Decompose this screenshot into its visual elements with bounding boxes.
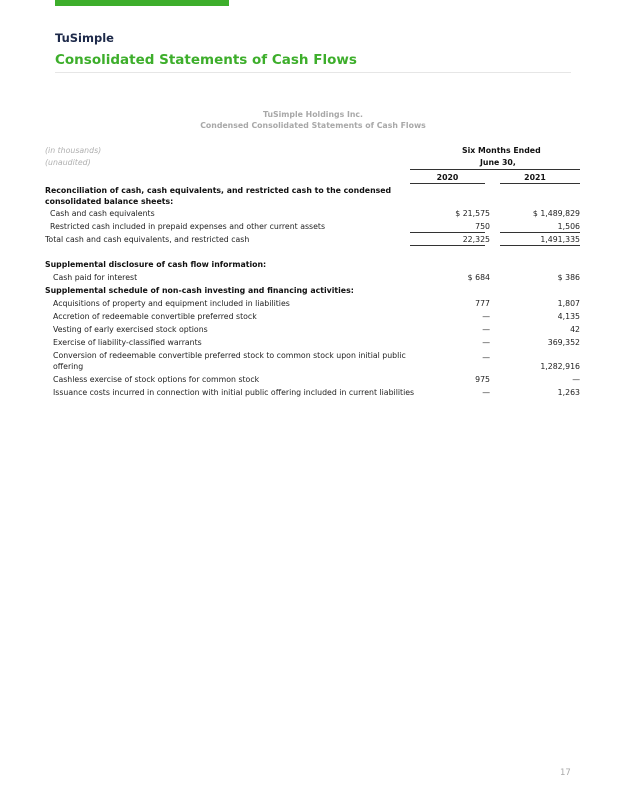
value-2021: 369,352	[547, 338, 580, 347]
row-label: Accretion of redeemable convertible preferred stock	[53, 312, 257, 321]
statement-name: Condensed Consolidated Statements of Cash Flows	[200, 121, 426, 130]
row-label: Cash paid for interest	[53, 273, 138, 282]
page-number: 17	[560, 768, 571, 778]
row-label: Supplemental schedule of non-cash investing and financing activities:	[45, 286, 354, 295]
value-2021: 1,807	[557, 299, 580, 308]
row-label: Conversion of redeemable convertible preferred stock to common stock upon initial public offering	[53, 351, 406, 371]
row-label: Reconciliation of cash, cash equivalents, and restricted cash to the condensed consolidated balance sheets:	[45, 186, 392, 206]
value-2020: —	[482, 388, 490, 397]
value-2020: $ 21,575	[455, 209, 490, 218]
value-2021: 4,135	[557, 312, 580, 321]
row-label: Acquisitions of property and equipment included in liabilities	[53, 299, 290, 308]
page-title: Consolidated Statements of Cash Flows	[55, 52, 357, 68]
year-2021-underline	[500, 183, 580, 184]
value-2020: 22,325	[462, 235, 490, 244]
value-2021: $ 386	[557, 273, 580, 282]
units-note: (in thousands)	[45, 146, 102, 155]
top-accent-bar	[55, 0, 229, 6]
row-label: Total cash and cash equivalents, and restricted cash	[45, 235, 250, 244]
value-2021: $ 1,489,829	[532, 209, 580, 218]
row-label: Restricted cash included in prepaid expenses and other current assets	[50, 222, 326, 231]
year-2020-header: 2020	[436, 173, 459, 182]
period-date: June 30,	[480, 158, 516, 167]
subtotal-rule-2020	[410, 232, 485, 233]
row-label: Exercise of liability-classified warrants	[53, 338, 202, 347]
total-rule-2020	[410, 245, 485, 246]
value-2021: 1,506	[557, 222, 580, 231]
year-2021-header: 2021	[524, 173, 546, 182]
row-label: Cash and cash equivalents	[50, 209, 155, 218]
value-2020: 750	[475, 222, 490, 231]
value-2020: 975	[475, 375, 490, 384]
value-2021: 1,491,335	[540, 235, 580, 244]
company-name: TuSimple Holdings Inc.	[262, 110, 363, 119]
title-divider	[55, 72, 571, 73]
row-label: Supplemental disclosure of cash flow information:	[45, 260, 267, 269]
brand-name: TuSimple	[55, 31, 114, 45]
value-2020: —	[482, 353, 490, 362]
value-2020: —	[482, 312, 490, 321]
value-2020: 777	[475, 299, 490, 308]
period-underline	[410, 169, 580, 170]
row-label: Issuance costs incurred in connection with initial public offering included in current liabilities	[53, 388, 415, 397]
audit-note: (unaudited)	[45, 158, 91, 167]
value-2021: —	[572, 375, 580, 384]
value-2020: —	[482, 338, 490, 347]
total-rule-2021	[500, 245, 580, 246]
value-2021: 42	[570, 325, 580, 334]
year-2020-underline	[410, 183, 485, 184]
value-2021: 1,282,916	[540, 362, 580, 371]
row-label: Cashless exercise of stock options for common stock	[53, 375, 260, 384]
period-header: Six Months Ended	[462, 146, 541, 155]
value-2021: 1,263	[557, 388, 580, 397]
subtotal-rule-2021	[500, 232, 580, 233]
value-2020: —	[482, 325, 490, 334]
row-label: Vesting of early exercised stock options	[53, 325, 208, 334]
value-2020: $ 684	[467, 273, 490, 282]
